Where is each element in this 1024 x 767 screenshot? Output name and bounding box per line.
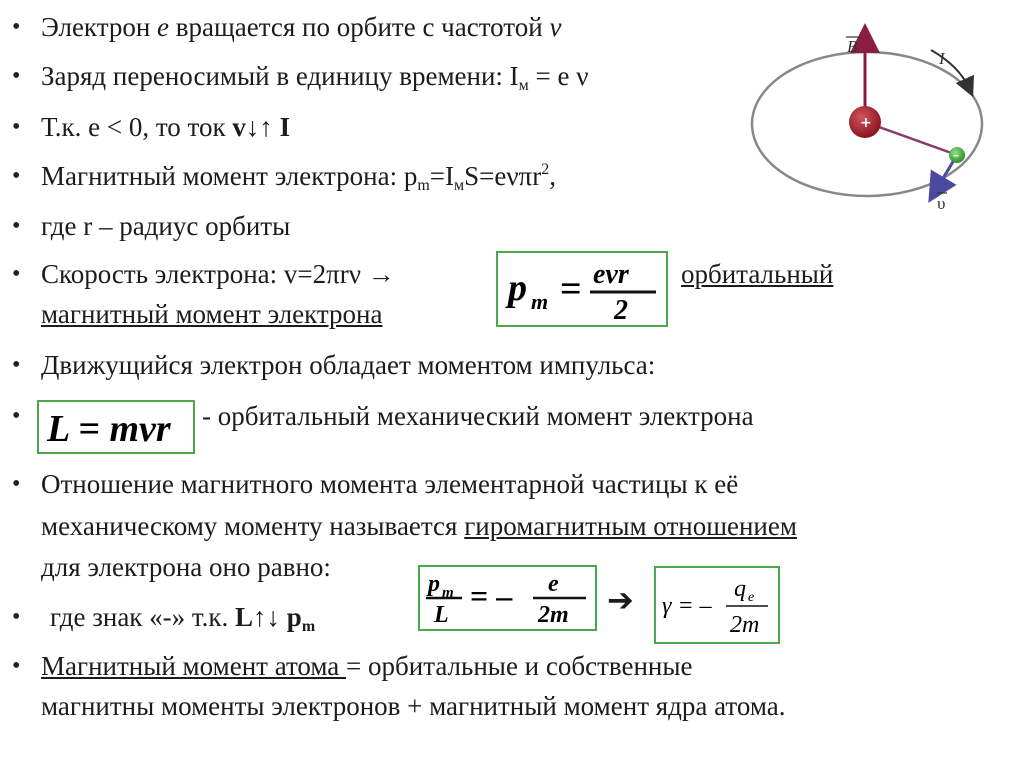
- bullet-dot: •: [12, 403, 21, 429]
- bullet-dot: •: [12, 213, 21, 239]
- svg-text:evr: evr: [593, 259, 629, 290]
- svg-text:e: e: [748, 590, 755, 605]
- svg-text:=: =: [560, 268, 582, 310]
- orbital-label: орбитальный: [681, 259, 834, 289]
- bullet-orbit-frequency: Электрон е вращается по орбите с частотой ν: [41, 12, 562, 42]
- bullet-charge-per-time: Заряд переносимый в единицу времени: $I_м = е$ ν: [41, 61, 589, 94]
- bullet-dot: •: [12, 14, 21, 40]
- formula-ratio-box: [418, 565, 597, 631]
- formula-L: [39, 402, 193, 452]
- bullet-dot: •: [12, 261, 21, 287]
- svg-text:L = mvr: L = mvr: [47, 408, 171, 450]
- current-label: I: [939, 49, 945, 68]
- svg-text:e: e: [548, 571, 559, 597]
- nucleus-sign: +: [860, 115, 872, 131]
- svg-text:2m: 2m: [538, 602, 569, 628]
- bullet-dot: •: [12, 114, 21, 140]
- bullet-gyromagnetic-line2: механическому моменту называется гиромагнитным отношением: [41, 511, 797, 541]
- bullet-dot: •: [12, 352, 21, 378]
- bullet-gyromagnetic-line1: Отношение магнитного момента элементарной частицы к её: [41, 469, 739, 499]
- b-vector-label: B: [847, 37, 858, 56]
- svg-text:2m: 2m: [730, 612, 760, 638]
- formula-L-box: [37, 400, 195, 454]
- svg-text:L: L: [434, 602, 449, 628]
- bullet-sign-reason: где знак «-» т.к. L↑↓ $p_m$: [50, 602, 316, 635]
- svg-text:p: p: [508, 267, 527, 309]
- svg-text:m: m: [531, 289, 549, 314]
- bullet-mechanical-moment: - орбитальный механический момент электрона: [202, 401, 754, 431]
- bullet-radius: где r – радиус орбиты: [41, 211, 291, 241]
- svg-text:= –: = –: [470, 578, 513, 614]
- svg-text:p: p: [428, 571, 440, 597]
- svg-text:m: m: [442, 585, 454, 601]
- velocity-label: υ: [937, 194, 946, 213]
- bullet-dot: •: [12, 471, 21, 497]
- electron-orbit-diagram: [735, 22, 1005, 222]
- bullet-velocity: Скорость электрона: v=2πrν →: [41, 259, 395, 289]
- bullet-magnetic-moment: Магнитный момент электрона: $p_m=I_мS=e\nu\pi r^2$,: [41, 161, 556, 194]
- formula-gamma-box: [654, 566, 780, 644]
- magnetic-moment-label: магнитный момент электрона: [41, 299, 383, 329]
- bullet-current-direction: Т.к. е < 0, то ток v↓↑ I: [41, 112, 291, 142]
- svg-text:q: q: [734, 576, 746, 602]
- bullet-gyromagnetic-line3: для электрона оно равно:: [41, 552, 331, 582]
- formula-pm-box: [496, 251, 668, 327]
- svg-text:2: 2: [614, 295, 628, 325]
- electron-sign: –: [953, 148, 959, 162]
- bullet-dot: •: [12, 63, 21, 89]
- formula-pm: [498, 253, 666, 325]
- current-arc-arrow: [931, 50, 969, 88]
- bullet-angular-momentum: Движущийся электрон обладает моментом импульса:: [41, 350, 656, 380]
- bullet-atom-moment: Магнитный момент атома = орбитальные и собственные: [41, 651, 693, 681]
- implies-arrow-icon: ➔: [607, 581, 634, 619]
- bullet-dot: •: [12, 163, 21, 189]
- svg-text:γ = –: γ = –: [662, 593, 712, 619]
- bullet-dot: •: [12, 604, 21, 630]
- formula-gamma: [656, 568, 778, 642]
- formula-ratio: [420, 567, 595, 629]
- bullet-dot: •: [12, 653, 21, 679]
- bullet-atom-moment-line2: магнитны моменты электронов + магнитный момент ядра атома.: [41, 691, 786, 721]
